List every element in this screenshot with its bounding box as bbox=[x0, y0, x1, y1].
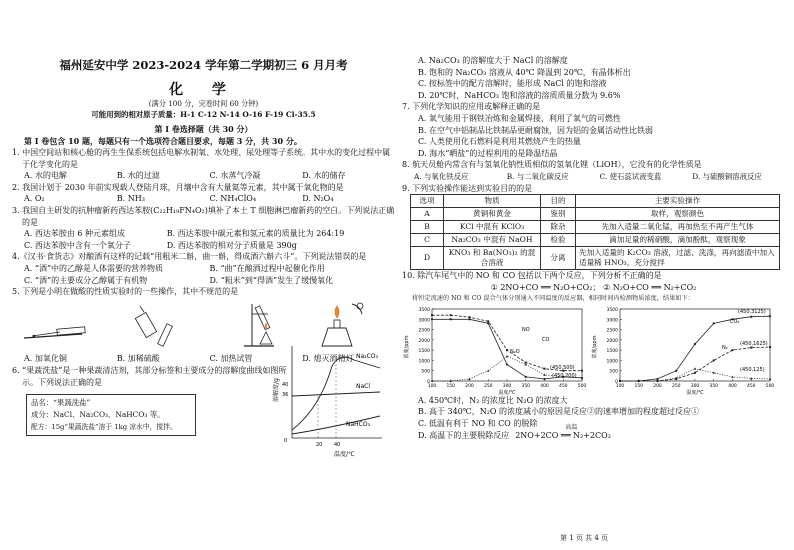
product-label bbox=[26, 394, 196, 436]
equation-d bbox=[515, 423, 611, 442]
x-tick-label: 450 bbox=[746, 383, 756, 389]
data-point bbox=[769, 346, 771, 348]
question-3-options-row2 bbox=[12, 240, 395, 252]
table-cell: 滴加足量的稀硝酸，滴加酚酞，观察现象 bbox=[576, 234, 780, 247]
data-point bbox=[487, 322, 489, 324]
series-line bbox=[620, 344, 770, 381]
data-label: (450,200) bbox=[552, 372, 577, 379]
question-3-options-row1 bbox=[12, 228, 395, 240]
data-label: (450,500) bbox=[550, 364, 575, 371]
table-cell: 先加入适量的 K₂CO₃ 溶液，过滤、洗涤，再向滤渣中加入适量稀 HNO₃，充分搅拌 bbox=[576, 247, 780, 270]
table-cell: KCl 中混有 KClO₃ bbox=[444, 221, 541, 234]
data-label: (450,3125) bbox=[738, 308, 766, 315]
x-tick-label: 300 bbox=[690, 383, 700, 389]
table-cell: A bbox=[411, 208, 444, 221]
option[interactable]: C. “酒”的主要成分乙醇属于有机物 bbox=[24, 275, 148, 285]
table-row bbox=[411, 234, 780, 247]
x-tick-label: 200 bbox=[653, 383, 662, 389]
option[interactable]: A. “酒”中的乙醇是人体需要的营养物质 bbox=[24, 263, 164, 273]
data-point bbox=[468, 318, 470, 320]
option[interactable]: C. 加热试管 bbox=[209, 354, 253, 364]
option[interactable]: B. 水的过滤 bbox=[116, 171, 160, 181]
experiment-table bbox=[410, 194, 780, 270]
x-axis-label: 温度/℃ bbox=[334, 451, 355, 459]
table-row bbox=[411, 221, 780, 234]
data-point bbox=[675, 369, 677, 371]
option[interactable]: A. O₂ bbox=[24, 194, 45, 204]
y-tick-label: 3000 bbox=[418, 318, 430, 324]
table-cell: 鉴别 bbox=[541, 208, 576, 221]
option[interactable]: D. 与硫酸铜溶液反应 bbox=[692, 171, 762, 181]
atomic-masses: 可能用到的相对原子质量：H-1 C-12 N-14 O-16 F-19 Cl-35.5 bbox=[91, 110, 316, 119]
label-line: 成分：NaCl、Na₂CO₃、NaHCO₃ 等。 bbox=[31, 410, 165, 420]
data-point bbox=[487, 369, 489, 371]
add-powder-icon bbox=[24, 327, 85, 338]
table-cell: 除杂 bbox=[541, 221, 576, 234]
question-4-options-row1 bbox=[12, 263, 395, 275]
data-point bbox=[713, 322, 715, 324]
option[interactable]: C. NH₄ClO₄ bbox=[209, 194, 257, 204]
data-point bbox=[581, 369, 583, 371]
exam-title: 福州延安中学 2023-2024 学年第二学期初三 6 月月考 bbox=[59, 58, 348, 72]
concentration-charts bbox=[402, 303, 785, 395]
equation-2: ② N₂O+CO ══ N₂+CO₂ bbox=[602, 282, 697, 292]
table-header: 目的 bbox=[541, 195, 576, 208]
option[interactable]: B. “曲”在酿酒过程中起催化作用 bbox=[209, 263, 325, 273]
y-tick-label: 0 bbox=[615, 379, 618, 385]
data-point bbox=[506, 355, 508, 357]
y-tick-label: 3000 bbox=[606, 318, 618, 324]
reaction-condition: 高温 bbox=[565, 423, 578, 431]
table-cell: 黄铜和黄金 bbox=[444, 208, 541, 221]
data-point bbox=[732, 349, 734, 351]
curve-label: NaHCO₃ bbox=[346, 421, 370, 429]
table-cell: 检验 bbox=[541, 234, 576, 247]
question-6: 6. “果蔬洗盐”是一种果蔬清洁剂，其部分标签和主要成分的溶解度曲线如图所示。下列说法正确的是 bbox=[12, 365, 287, 387]
option[interactable]: D. 熄灭酒精灯 bbox=[302, 354, 354, 364]
x-tick-label: 100 bbox=[427, 383, 437, 389]
question-3: 3. 我国自主研发的抗肿瘤新药西达苯胺(C₂₂H₁₉FN₄O₂)填补了本土 T 细胞淋巴瘤新药的空白。下列说法正确的是 bbox=[12, 205, 395, 227]
data-point bbox=[431, 318, 433, 320]
option[interactable]: B. 西达苯胺中碳元素和氢元素的质量比为 264:19 bbox=[166, 229, 345, 239]
x-tick-label: 250 bbox=[671, 383, 681, 389]
y-tick-label: 3500 bbox=[418, 307, 430, 313]
experiment-note: 将恒定流速的 NO 和 CO 混合气体分别通入不同温度的反应器，相同时间内检测物质浓度，结果如下： bbox=[412, 294, 694, 302]
table-header-row bbox=[411, 195, 780, 208]
x-axis-label: 温度/℃ bbox=[498, 389, 516, 395]
question-10: 10. 除汽车尾气中的 NO 和 CO 包括以下两个反应，下列分析不正确的是 bbox=[402, 271, 662, 281]
table-cell: Na₂CO₃ 中混有 NaOH bbox=[444, 234, 541, 247]
tick-label: 20 bbox=[316, 442, 323, 449]
y-tick-label: 3500 bbox=[606, 307, 618, 313]
data-point bbox=[525, 361, 527, 363]
data-point bbox=[525, 376, 527, 378]
x-tick-label: 500 bbox=[577, 383, 587, 389]
concentration-chart-2 bbox=[590, 303, 780, 395]
x-tick-label: 350 bbox=[709, 383, 719, 389]
question-5: 5. 下列是小明在做酸的性质实验时的一些操作，其中不规范的是 bbox=[12, 287, 239, 297]
data-point bbox=[431, 314, 433, 316]
table-cell: 分离 bbox=[541, 247, 576, 270]
series-label: CO₂ bbox=[730, 318, 740, 325]
y-tick-label: 2000 bbox=[606, 338, 618, 344]
left-column bbox=[12, 58, 395, 458]
option-label: D. 高温下的主要脱除反应 bbox=[418, 430, 510, 440]
table-cell: B bbox=[411, 221, 444, 234]
right-column bbox=[402, 55, 785, 441]
y-tick-label: 2500 bbox=[418, 328, 430, 334]
option[interactable]: D. “粗米”到“得酒”发生了缓慢氧化 bbox=[209, 275, 334, 285]
table-row bbox=[411, 247, 780, 270]
data-point bbox=[506, 363, 508, 365]
option[interactable]: C. 低温有利于 NO 和 CO 的脱除 bbox=[418, 418, 538, 428]
x-tick-label: 300 bbox=[502, 383, 512, 389]
option[interactable]: A. 水的电解 bbox=[24, 171, 67, 181]
option[interactable]: B. 在空气中铝制品比铁制品更耐腐蚀，因为铝的金属活动性比铁弱 bbox=[418, 125, 653, 135]
data-point bbox=[487, 320, 489, 322]
data-point bbox=[750, 315, 752, 317]
x-tick-label: 400 bbox=[728, 383, 737, 389]
x-tick-label: 250 bbox=[483, 383, 493, 389]
data-point bbox=[694, 343, 696, 345]
x-tick-label: 400 bbox=[540, 383, 549, 389]
tick-label: 0 bbox=[284, 438, 288, 445]
question-2: 2. 我国计划于 2030 年前实现载人登陆月球，月壤中含有大量氦等元素，其中属于氧化物的是 bbox=[12, 182, 344, 192]
data-point bbox=[469, 316, 471, 318]
option[interactable]: A. Na₂CO₃ 的溶解度大于 NaCl 的溶解度 bbox=[418, 56, 568, 65]
data-point bbox=[450, 318, 452, 320]
y-tick-label: 500 bbox=[609, 369, 618, 375]
option[interactable]: C. 按标签中的配方溶解时，能形成 NaCl 的饱和溶液 bbox=[418, 79, 607, 89]
table-header: 选项 bbox=[411, 195, 444, 208]
option[interactable]: D. 西达苯胺的相对分子质量是 390g bbox=[166, 240, 297, 250]
data-point bbox=[731, 375, 733, 377]
option[interactable]: A. 加氧化铜 bbox=[24, 354, 67, 364]
table-cell: D bbox=[411, 247, 444, 270]
data-label: (450,125) bbox=[740, 366, 765, 373]
option[interactable]: B. NH₃ bbox=[116, 194, 145, 204]
table-header: 主要实验操作 bbox=[576, 195, 780, 208]
score-note: (满分 100 分，完卷时间 60 分钟) bbox=[148, 99, 259, 108]
y-tick-label: 2000 bbox=[418, 338, 430, 344]
series-label: CO bbox=[542, 336, 550, 343]
solubility-chart bbox=[270, 338, 390, 458]
option[interactable]: B. 高于 340℃，N₂O 的浓度减小的原因是反应②的速率增加的程度超过反应① bbox=[418, 407, 700, 417]
concentration-chart-1 bbox=[402, 303, 592, 395]
question-1: 1. 中国空间站和核心舱的再生生保系统包括电解水制氧、水处理、尿处理等子系统。其中水的变化过程中属于化学变化的是 bbox=[12, 148, 391, 169]
curve-label: NaCl bbox=[356, 383, 371, 391]
series-line bbox=[432, 315, 582, 371]
label-line: 配方：15g“果蔬洗盐”溶于 1kg 凉水中，搅拌。 bbox=[31, 423, 177, 432]
table-cell: 取样，观察颜色 bbox=[576, 208, 780, 221]
question-8: 8. 航天员舱内常含有与氢氧化钠性质相似的氢氧化锂（LiOH），它没有的化学性质是 bbox=[402, 160, 702, 170]
option[interactable]: C. 使石蕊试液变蓝 bbox=[599, 171, 662, 181]
option[interactable]: A. 450℃时，N₂ 的浓度比 N₂O 的浓度大 bbox=[418, 395, 568, 405]
question-4: 4.《汉书·食货志》对酿酒有这样的记载“用粗米二斛，曲一斛，得成酒六斛六斗”。下列说法错误的是 bbox=[12, 252, 367, 262]
question-2-options bbox=[12, 193, 395, 205]
option[interactable]: C. 人类使用化石燃料是利用其燃烧产生的热量 bbox=[418, 137, 581, 147]
y-axis-label: 浓度/ppm bbox=[404, 335, 410, 359]
reaction-equation: 2NO+2CO ══ N₂+2CO₂ bbox=[515, 430, 611, 440]
table-cell: KNO₃ 和 Ba(NO₃)₂ 的混合溶液 bbox=[444, 247, 541, 270]
data-point bbox=[713, 359, 715, 361]
y-tick-label: 1500 bbox=[418, 348, 430, 354]
data-point bbox=[544, 367, 546, 369]
option[interactable]: A. 与氧化铁反应 bbox=[414, 171, 469, 181]
data-point bbox=[543, 378, 545, 380]
x-tick-label: 500 bbox=[765, 383, 775, 389]
x-axis-label: 温度/℃ bbox=[686, 389, 704, 395]
x-tick-label: 450 bbox=[558, 383, 568, 389]
question-7: 7. 下列化学知识的应用或解释正确的是 bbox=[402, 102, 541, 112]
option[interactable]: A. 西达苯胺由 6 种元素组成 bbox=[24, 229, 126, 239]
y-axis-label: 浓度/ppm bbox=[592, 335, 598, 359]
y-axis-label: 溶解度/g bbox=[273, 378, 280, 403]
x-tick-label: 100 bbox=[615, 383, 625, 389]
x-tick-label: 350 bbox=[521, 383, 531, 389]
data-label: (450,1625) bbox=[740, 340, 768, 347]
series-label: N₂ bbox=[722, 344, 728, 351]
label-line: 品名：“果蔬洗盐” bbox=[31, 398, 91, 408]
table-row bbox=[411, 208, 780, 221]
pour-acid-icon bbox=[135, 306, 172, 346]
tick-label: 36 bbox=[282, 392, 289, 399]
table-cell: 先加入适量二氧化锰，再加热至不再产生气体 bbox=[576, 221, 780, 234]
question-8-options bbox=[402, 171, 785, 183]
data-point bbox=[450, 314, 452, 316]
data-point bbox=[694, 371, 696, 373]
series-label: N₂O bbox=[510, 348, 520, 355]
subject-title: 化 学 bbox=[169, 82, 238, 98]
series-label: NO bbox=[522, 326, 530, 333]
y-tick-label: 2500 bbox=[606, 328, 618, 334]
section-heading: 第 I 卷选择题（共 30 分） bbox=[154, 124, 253, 134]
section-instructions: 第 I 卷包含 10 题，每题只有一个选项符合题目要求，每题 3 分，共 30 分。 bbox=[24, 136, 302, 146]
option[interactable]: B. 加稀硫酸 bbox=[116, 354, 160, 364]
x-tick-label: 200 bbox=[465, 383, 474, 389]
option[interactable]: B. 与二氧化碳反应 bbox=[506, 171, 569, 181]
tick-label: 40 bbox=[282, 382, 289, 389]
option[interactable]: C. 西达苯胺中含有一个氧分子 bbox=[24, 240, 131, 250]
reaction-equations bbox=[402, 282, 785, 294]
curve-label: Na₂CO₃ bbox=[356, 353, 378, 361]
y-tick-label: 1000 bbox=[606, 359, 618, 365]
y-tick-label: 500 bbox=[421, 369, 430, 375]
option[interactable]: D. 20℃时，NaHCO₃ 饱和溶液的溶质质量分数为 9.6% bbox=[418, 90, 621, 100]
option[interactable]: B. 饱和的 Na₂CO₃ 溶液从 40℃ 降温到 20℃，有晶体析出 bbox=[418, 67, 631, 77]
option[interactable]: D. 海水“晒盐”的过程利用的是降温结晶 bbox=[418, 148, 558, 158]
data-point bbox=[506, 349, 508, 351]
equation-1: ① 2NO+CO ══ N₂O+CO₂； bbox=[490, 282, 601, 292]
tick-label: 40 bbox=[334, 442, 341, 449]
table-cell: C bbox=[411, 234, 444, 247]
data-point bbox=[769, 315, 771, 317]
question-9: 9. 下列实验操作能达到实验目的的是 bbox=[402, 183, 533, 193]
option[interactable]: A. 氧气能用于钢铁冶炼和金属焊接，利用了氧气的可燃性 bbox=[418, 113, 621, 123]
question-1-options bbox=[12, 170, 395, 182]
x-tick-label: 150 bbox=[446, 383, 456, 389]
option[interactable]: D. 水的储存 bbox=[302, 171, 346, 181]
y-tick-label: 0 bbox=[427, 379, 430, 385]
x-tick-label: 150 bbox=[634, 383, 644, 389]
page-footer: 第 1 页 共 4 页 bbox=[560, 534, 609, 542]
y-tick-label: 1500 bbox=[606, 348, 618, 354]
option[interactable]: D. N₂O₄ bbox=[302, 194, 334, 204]
option[interactable]: C. 水蒸气冷凝 bbox=[209, 171, 261, 181]
table-header: 物质 bbox=[444, 195, 541, 208]
question-4-options-row2 bbox=[12, 275, 395, 287]
y-tick-label: 1000 bbox=[418, 359, 430, 365]
data-point bbox=[525, 363, 527, 365]
